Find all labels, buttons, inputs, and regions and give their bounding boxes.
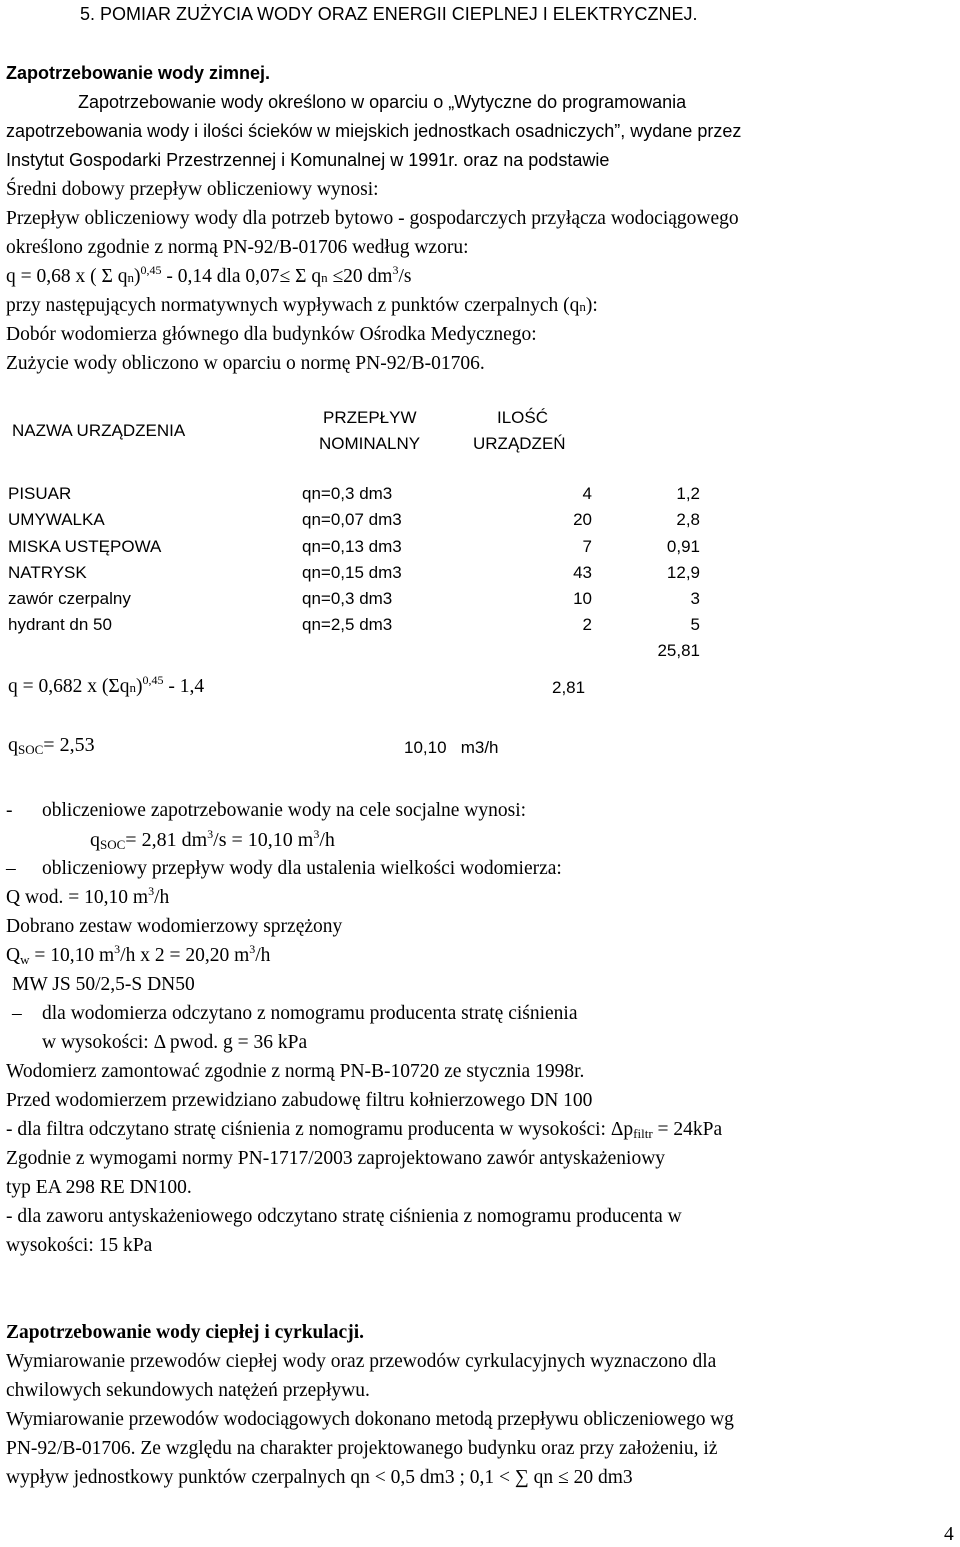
calc-dash: - xyxy=(6,800,13,821)
hot-water-line: Wymiarowanie przewodów ciepłej wody oraz przewodów cyrkulacyjnych wyznaczono dla xyxy=(6,1351,717,1372)
calc-line: Przed wodomierzem przewidziano zabudowę filtru kołnierzowego DN 100 xyxy=(6,1090,593,1111)
calc-line: Zgodnie z wymogami normy PN-1717/2003 zaprojektowano zawór antyskażeniowy xyxy=(6,1148,666,1169)
sum-total: 25,81 xyxy=(657,641,700,660)
hot-water-line: wypływ jednostkowy punktów czerpalnych qn < 0,5 dm3 ; 0,1 < ∑ qn ≤ 20 dm3 xyxy=(6,1467,633,1488)
avg-flow-line: Średni dobowy przepływ obliczeniowy wynosi: xyxy=(6,179,379,200)
row-total: 2,8 xyxy=(676,510,700,529)
row-name: PISUAR xyxy=(8,484,72,503)
calc-line: - dla zaworu antyskażeniowego odczytano stratę ciśnienia z nomogramu producenta w xyxy=(6,1206,682,1227)
row-flow: qn=0,15 dm3 xyxy=(302,563,402,582)
calc-line: obliczeniowe zapotrzebowanie wody na cele socjalne wynosi: xyxy=(42,800,527,821)
row-total: 5 xyxy=(690,615,700,634)
calc-line: - dla filtra odczytano stratę ciśnienia z nomogramu producenta w wysokości: $\Delta p_{filtr} = 24kPa$ xyxy=(6,1119,723,1141)
hot-water-line: PN-92/B-01706. Ze względu na charakter projektowanego budynku oraz przy założeniu, iż xyxy=(6,1438,718,1459)
row-flow: qn=0,07 dm3 xyxy=(302,510,402,529)
header-count-line1: ILOŚĆ xyxy=(497,408,549,427)
calc-dash: – xyxy=(6,858,16,879)
header-count-line2: URZĄDZEŃ xyxy=(473,434,566,453)
calc-line: Dobrano zestaw wodomierzowy sprzężony xyxy=(6,916,343,937)
q-formula: q = 0,682 x $(\Sigma qn)^{0,45} - 1,4$ xyxy=(8,673,205,697)
row-total: 12,9 xyxy=(666,563,700,582)
row-total: 1,2 xyxy=(676,484,700,503)
meter-line: Dobór wodomierza głównego dla budynków Ośrodka Medycznego: xyxy=(6,324,537,345)
row-count: 43 xyxy=(573,563,592,582)
qsoc-value: 10,10 m3/h xyxy=(404,738,499,757)
calc-line: dla wodomierza odczytano z nomogramu producenta stratę ciśnienia xyxy=(42,1003,578,1024)
row-flow: qn=0,3 dm3 xyxy=(302,484,393,503)
row-count: 10 xyxy=(573,589,592,608)
calc-line: wysokości: 15 kPa xyxy=(6,1235,153,1256)
row-total: 0,91 xyxy=(666,537,700,556)
row-count: 4 xyxy=(582,484,592,503)
row-name: zawór czerpalny xyxy=(8,589,131,608)
q-value: 2,81 xyxy=(552,678,586,697)
row-flow: qn=0,3 dm3 xyxy=(302,589,393,608)
hot-water-line: Wymiarowanie przewodów wodociągowych dokonano metodą przepływu obliczeniowego wg xyxy=(6,1409,734,1430)
row-name: MISKA USTĘPOWA xyxy=(8,537,162,556)
para-line: Instytut Gospodarki Przestrzennej i Komunalnej w 1991r. oraz na podstawie xyxy=(6,150,610,170)
header-flow-line2: NOMINALNY xyxy=(319,434,421,453)
row-name: UMYWALKA xyxy=(8,510,105,529)
header-name: NAZWA URZĄDZENIA xyxy=(12,421,186,440)
row-name: NATRYSK xyxy=(8,563,87,582)
hot-water-heading: Zapotrzebowanie wody ciepłej i cyrkulacji. xyxy=(6,1322,364,1343)
row-count: 20 xyxy=(573,510,592,529)
header-flow-line1: PRZEPŁYW xyxy=(323,408,417,427)
calc-dash: – xyxy=(12,1003,22,1024)
row-count: 7 xyxy=(582,537,592,556)
calc-line: Q wod. = 10,10 $m^3/h$ xyxy=(6,884,170,908)
para-line: zapotrzebowania wody i ilości ścieków w miejskich jednostkach osadniczych”, wydane przez xyxy=(6,121,742,141)
calc-line: Wodomierz zamontować zgodnie z normą PN-B-10720 ze stycznia 1998r. xyxy=(6,1061,585,1082)
qsoc-formula: $q_{SOC}= 2,53$ xyxy=(8,734,95,757)
usage-line: Zużycie wody obliczono w oparciu o normę PN-92/B-01706. xyxy=(6,353,485,374)
row-total: 3 xyxy=(690,589,700,608)
calc-line: $q_{SOC}= 2,81$ $dm^3/s = 10,10$ $m^3/h$ xyxy=(90,827,335,852)
hot-water-line: chwilowych sekundowych natężeń przepływu. xyxy=(6,1380,370,1401)
row-flow: qn=0,13 dm3 xyxy=(302,537,402,556)
row-flow: qn=2,5 dm3 xyxy=(302,615,393,634)
page-number: 4 xyxy=(944,1524,954,1545)
flow-formula: q = 0,68 x ( Σ qn)$^{0,45}$ - 0,14 dla 0,07≤ Σ qn ≤20 $dm^3/s$ xyxy=(6,263,412,287)
calc-line: typ EA 298 RE DN100. xyxy=(6,1177,192,1198)
para-line: Zapotrzebowanie wody określono w oparciu o „Wytyczne do programowania xyxy=(78,92,687,112)
section-title: 5. POMIAR ZUŻYCIA WODY ORAZ ENERGII CIEPLNEJ I ELEKTRYCZNEJ. xyxy=(80,4,698,24)
flow-line-1: Przepływ obliczeniowy wody dla potrzeb bytowo - gospodarczych przyłącza wodociągowego xyxy=(6,208,739,229)
calc-line: w wysokości: Δ pwod. g = 36 kPa xyxy=(42,1032,308,1053)
normative-line: przy następujących normatywnych wypływach z punktów czerpalnych (qn): xyxy=(6,295,598,316)
row-name: hydrant dn 50 xyxy=(8,615,112,634)
cold-water-heading: Zapotrzebowanie wody zimnej. xyxy=(6,63,271,83)
calc-line: obliczeniowy przepływ wody dla ustalenia wielkości wodomierza: xyxy=(42,858,562,879)
row-count: 2 xyxy=(582,615,592,634)
calc-line: MW JS 50/2,5-S DN50 xyxy=(12,974,195,995)
calc-line: $Q_w = 10,10$ $m^3/h$ x 2 = 20,20 $m^3/h$ xyxy=(6,942,271,967)
flow-line-2: określono zgodnie z normą PN-92/B-01706 według wzoru: xyxy=(6,237,469,258)
